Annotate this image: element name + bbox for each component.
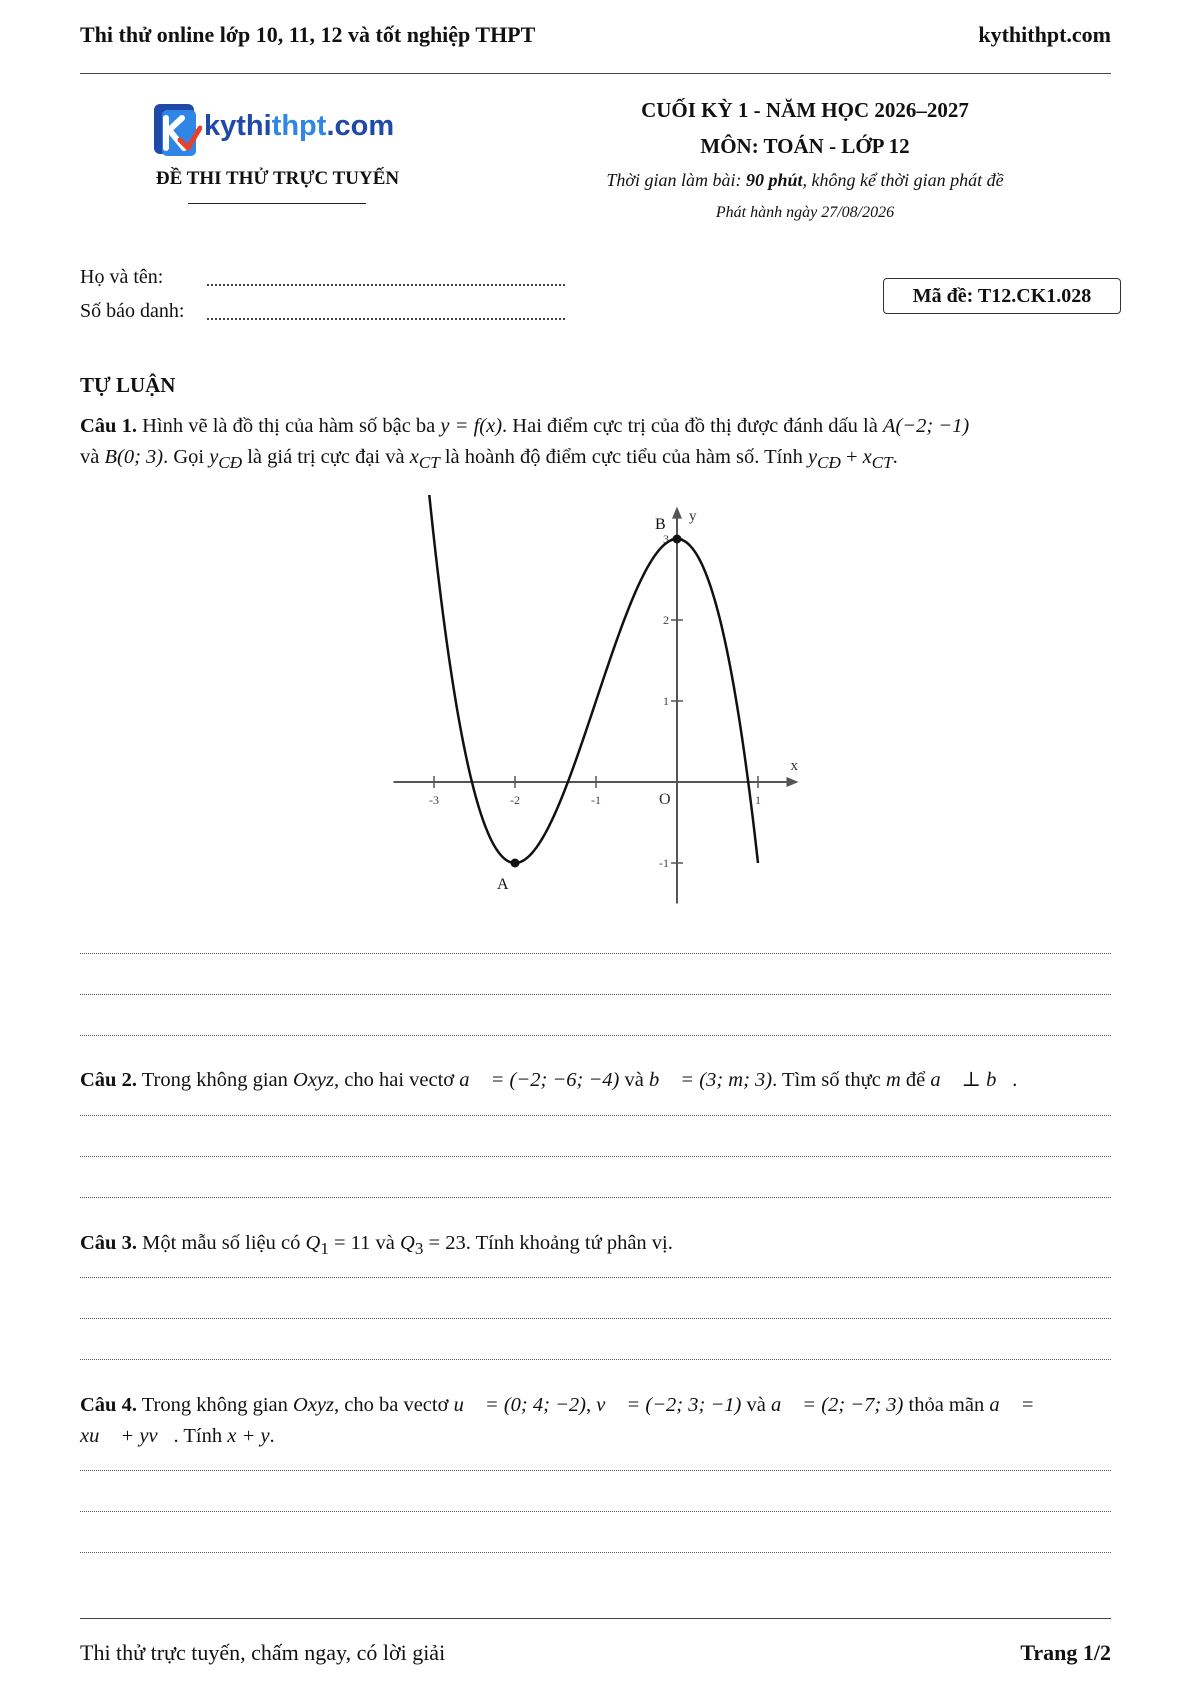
answer-line[interactable] <box>80 1511 1111 1512</box>
exam-subject: MÔN: TOÁN - LỚP 12 <box>700 134 910 158</box>
answer-line[interactable] <box>80 1035 1111 1036</box>
q3-text: = 11 và <box>328 1232 401 1254</box>
q4-math: x + y <box>227 1425 270 1447</box>
q2-text: để <box>900 1069 931 1091</box>
y-tick-label: 2 <box>663 613 669 627</box>
header-divider <box>80 73 1111 74</box>
q4-math: Oxyz <box>293 1394 335 1416</box>
q1-math: x <box>862 446 872 468</box>
q4-text: . <box>269 1425 275 1447</box>
logo-text-kythi: kythi <box>204 110 272 142</box>
q4-math: u⃗ = (0; 4; −2) <box>453 1394 586 1416</box>
question-3 <box>80 1228 1111 1264</box>
q1-math: B(0; 3) <box>104 446 164 468</box>
q2-math: a⃗ = (−2; −6; −4) <box>459 1069 620 1091</box>
q2-label: Câu 2. <box>80 1069 137 1091</box>
point-b <box>673 535 682 544</box>
q1-text: . <box>892 446 898 468</box>
q4-math: v⃗ = (−2; 3; −1) <box>596 1394 742 1416</box>
answer-line[interactable] <box>80 953 1111 954</box>
logo-icon <box>152 102 202 160</box>
q1-text: . Gọi <box>163 446 210 468</box>
q1-math: y <box>807 446 818 468</box>
q3-sub: 1 <box>320 1239 329 1259</box>
page-number: Trang 1/2 <box>1020 1640 1111 1665</box>
q1-sub: CĐ <box>817 453 841 473</box>
q3-math: Q <box>400 1232 415 1254</box>
q1-text: là giá trị cực đại và <box>242 446 410 468</box>
id-label: Số báo danh: <box>80 300 185 322</box>
q1-text: Hình vẽ là đồ thị của hàm số bậc ba <box>136 415 441 437</box>
exam-time-prefix: Thời gian làm bài: <box>606 170 746 190</box>
question-1 <box>80 411 1111 478</box>
x-axis-arrow <box>787 777 799 787</box>
q3-math: Q <box>305 1232 321 1254</box>
q2-text: Trong không gian <box>136 1069 294 1091</box>
logo-text-com: .com <box>326 110 395 142</box>
point-label-b: B <box>655 516 666 533</box>
release-date: Phát hành ngày 27/08/2026 <box>715 204 895 221</box>
q1-sub: CĐ <box>218 453 243 473</box>
answer-line[interactable] <box>80 1156 1111 1157</box>
cubic-curve <box>410 495 758 863</box>
exam-kind: ĐỀ THI THỬ TRỰC TUYẾN <box>155 168 400 189</box>
question-2 <box>80 1065 1111 1096</box>
q1-text: + <box>840 446 863 468</box>
kythithpt-logo <box>152 100 412 160</box>
q1-sub: CT <box>418 453 440 473</box>
q1-math: x <box>409 446 419 468</box>
q4-text: , cho ba vectơ <box>334 1394 454 1416</box>
function-graph <box>390 495 810 915</box>
id-field[interactable] <box>207 318 565 320</box>
q4-text: . Tính <box>173 1425 228 1447</box>
exam-kind-underline <box>188 203 366 204</box>
q2-math: a⃗ ⊥ b⃗ <box>930 1069 1013 1091</box>
q3-sub: 3 <box>414 1239 424 1259</box>
point-a <box>511 859 520 868</box>
footer-slogan: Thi thử trực tuyến, chấm ngay, có lời giải <box>80 1640 446 1665</box>
q1-text: . Hai điểm cực trị của đồ thị được đánh dấu là <box>502 415 883 437</box>
name-label: Họ và tên: <box>80 266 164 288</box>
answer-line[interactable] <box>80 1359 1111 1360</box>
q1-math: y <box>209 446 219 468</box>
exam-time <box>560 170 1050 191</box>
y-tick-label: -1 <box>659 856 669 870</box>
footer-divider <box>80 1618 1111 1619</box>
q2-text: . <box>1012 1069 1018 1091</box>
q3-text: Một mẫu số liệu có <box>136 1232 306 1254</box>
exam-time-value: 90 phút <box>746 170 803 190</box>
exam-time-suffix: , không kể thời gian phát đề <box>802 170 1004 190</box>
y-tick-label: 3 <box>663 532 669 546</box>
answer-line[interactable] <box>80 1552 1111 1553</box>
answer-line[interactable] <box>80 1470 1111 1471</box>
q4-text: , <box>586 1394 597 1416</box>
q4-text: thỏa mãn <box>903 1394 990 1416</box>
answer-line[interactable] <box>80 994 1111 995</box>
y-axis-arrow <box>672 507 682 519</box>
q1-text: và <box>80 446 105 468</box>
q2-text: , cho hai vectơ <box>334 1069 460 1091</box>
q2-math: b⃗ = (3; m; 3) <box>648 1069 773 1091</box>
graph-marks <box>497 516 682 893</box>
x-tick-label: -2 <box>510 793 520 807</box>
point-label-a: A <box>497 876 509 893</box>
header-title: Thi thử online lớp 10, 11, 12 và tốt nghiệp THPT <box>80 22 536 47</box>
q2-math: m <box>885 1069 901 1091</box>
x-tick-label: -3 <box>429 793 439 807</box>
q1-label: Câu 1. <box>80 415 137 437</box>
q1-math: y = f(x) <box>440 415 503 437</box>
question-4 <box>80 1390 1111 1452</box>
x-axis-label: x <box>790 758 798 774</box>
q4-label: Câu 4. <box>80 1394 137 1416</box>
q2-text: . Tìm số thực <box>772 1069 886 1091</box>
answer-line[interactable] <box>80 1197 1111 1198</box>
x-tick-label: -1 <box>591 793 601 807</box>
q2-math: Oxyz <box>293 1069 335 1091</box>
q1-sub: CT <box>871 453 893 473</box>
name-field[interactable] <box>207 284 565 286</box>
answer-line[interactable] <box>80 1115 1111 1116</box>
section-title: TỰ LUẬN <box>80 373 176 397</box>
q2-text: và <box>619 1069 649 1091</box>
exam-code-box: Mã đề: T12.CK1.028 <box>883 278 1121 314</box>
q1-math: A(−2; −1) <box>882 415 970 437</box>
q3-text: = 23. Tính khoảng tứ phân vị. <box>423 1232 673 1254</box>
x-tick-label: 1 <box>755 793 761 807</box>
header-site: kythithpt.com <box>978 22 1111 47</box>
origin-label: O <box>659 791 671 808</box>
q1-text: là hoành độ điểm cực tiểu của hàm số. Tính <box>439 446 808 468</box>
q4-text: và <box>741 1394 771 1416</box>
answer-line[interactable] <box>80 1277 1111 1278</box>
logo-text-thpt: thpt <box>271 110 327 142</box>
y-axis-label: y <box>689 508 697 525</box>
q4-math: xu⃗ + yv⃗ <box>80 1425 174 1447</box>
q4-math: a⃗ = (2; −7; 3) <box>770 1394 904 1416</box>
y-tick-label: 1 <box>663 694 669 708</box>
answer-line[interactable] <box>80 1318 1111 1319</box>
q4-math: a⃗ = <box>989 1394 1035 1416</box>
q4-text: Trong không gian <box>136 1394 294 1416</box>
exam-title: CUỐI KỲ 1 - NĂM HỌC 2026–2027 <box>641 98 969 122</box>
graph-curve <box>410 495 758 863</box>
q3-label: Câu 3. <box>80 1232 137 1254</box>
